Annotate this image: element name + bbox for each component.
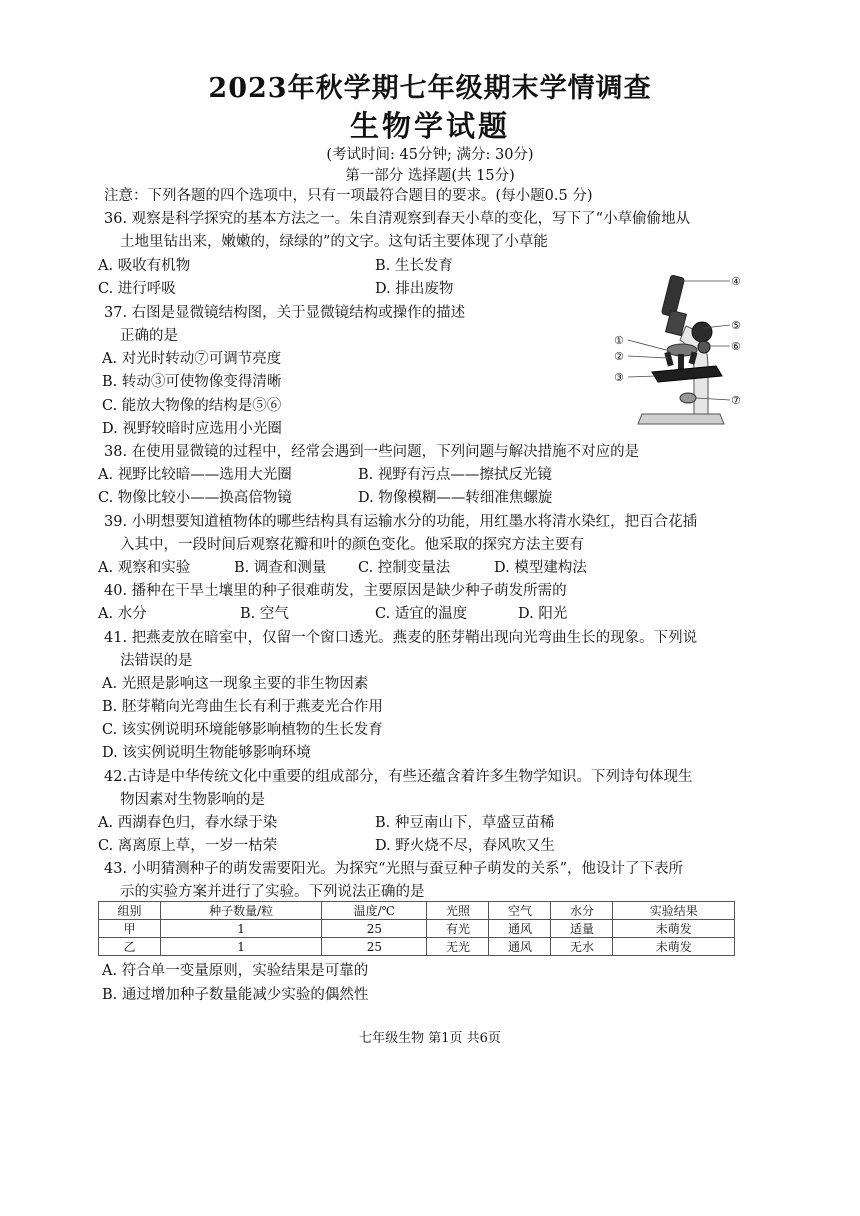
table-cell: 未萌发	[613, 938, 735, 956]
q39-option-b: B. 调查和测量	[234, 560, 327, 576]
table-cell: 无水	[551, 938, 613, 956]
q42-option-b: B. 种豆南山下，草盛豆苗稀	[375, 815, 555, 831]
table-cell: 25	[322, 938, 427, 956]
q40-option-b: B. 空气	[240, 606, 289, 622]
q41-option-b: B. 胚芽鞘向光弯曲生长有利于燕麦光合作用	[102, 699, 383, 715]
q37-option-c: C. 能放大物像的结构是⑤⑥	[102, 398, 282, 414]
microscope-diagram	[612, 268, 747, 428]
q38-stem: 38. 在使用显微镜的过程中，经常会遇到一些问题，下列问题与解决措施不对应的是	[104, 444, 640, 460]
microscope-label-6: ⑥	[731, 340, 741, 353]
q37-stem-line1: 37. 右图是显微镜结构图，关于显微镜结构或操作的描述	[104, 305, 466, 321]
q36-stem-line2: 土地里钻出来，嫩嫩的，绿绿的”的文字。这句话主要体现了小草能	[120, 234, 548, 250]
q43-option-b: B. 通过增加种子数量能减少实验的偶然性	[102, 987, 369, 1003]
q37-stem-line2: 正确的是	[120, 328, 178, 344]
q36-option-c: C. 进行呼吸	[98, 281, 176, 297]
q39-stem-line2: 入其中，一段时间后观察花瓣和叶的颜色变化。他采取的探究方法主要有	[120, 537, 584, 553]
q43-option-a: A. 符合单一变量原则，实验结果是可靠的	[102, 963, 369, 979]
table-header-cell: 空气	[489, 902, 551, 920]
q40-option-c: C. 适宜的温度	[375, 606, 468, 622]
q40-stem: 40. 播种在干旱土壤里的种子很难萌发，主要原因是缺少种子萌发所需的	[104, 583, 567, 599]
q41-stem-line1: 41. 把燕麦放在暗室中，仅留一个窗口透光。燕麦的胚芽鞘出现向光弯曲生长的现象。下列说	[104, 630, 698, 646]
page-footer: 七年级生物 第1页 共6页	[359, 1031, 501, 1046]
microscope-label-2: ②	[614, 350, 624, 363]
q37-option-d: D. 视野较暗时应选用小光圈	[102, 421, 282, 437]
table-header-cell: 水分	[551, 902, 613, 920]
table-cell: 无光	[427, 938, 489, 956]
q37-option-b: B. 转动③可使物像变得清晰	[102, 374, 282, 390]
table-cell: 通风	[489, 938, 551, 956]
table-cell: 有光	[427, 920, 489, 938]
experiment-table	[98, 901, 735, 956]
q39-option-c: C. 控制变量法	[358, 560, 451, 576]
table-header-cell: 种子数量/粒	[161, 902, 322, 920]
exam-subtitle: 生物学试题	[349, 109, 510, 143]
table-cell: 乙	[99, 938, 161, 956]
exam-info: (考试时间: 45分钟; 满分: 30分)	[326, 147, 534, 163]
table-cell: 25	[322, 920, 427, 938]
table-header-cell: 组别	[99, 902, 161, 920]
q38-option-d: D. 物像模糊——转细准焦螺旋	[358, 490, 553, 506]
q41-stem-line2: 法错误的是	[120, 653, 193, 669]
microscope-label-4: ④	[731, 275, 741, 288]
table-header-row	[99, 902, 735, 920]
q42-option-d: D. 野火烧不尽，春风吹又生	[375, 838, 555, 854]
table-header-cell: 温度/℃	[322, 902, 427, 920]
microscope-label-5: ⑤	[731, 319, 741, 332]
q37-option-a: A. 对光时转动⑦可调节亮度	[102, 351, 282, 367]
section-heading: 第一部分 选择题(共 15分)	[345, 168, 515, 184]
q42-option-a: A. 西湖春色归，春水绿于染	[98, 815, 278, 831]
table-cell: 甲	[99, 920, 161, 938]
table-header-cell: 实验结果	[613, 902, 735, 920]
q42-stem-line1: 42.古诗是中华传统文化中重要的组成部分，有些还蕴含着许多生物学知识。下列诗句体现生	[104, 769, 693, 785]
table-cell: 未萌发	[613, 920, 735, 938]
q42-stem-line2: 物因素对生物影响的是	[120, 792, 265, 808]
q36-option-d: D. 排出废物	[375, 281, 454, 297]
q40-option-a: A. 水分	[98, 606, 147, 622]
table-cell: 1	[161, 920, 322, 938]
table-cell: 1	[161, 938, 322, 956]
table-header-cell: 光照	[427, 902, 489, 920]
q39-option-a: A. 观察和实验	[98, 560, 191, 576]
q39-stem-line1: 39. 小明想要知道植物体的哪些结构具有运输水分的功能，用红墨水将清水染红，把百合花插	[104, 514, 698, 530]
q36-option-b: B. 生长发育	[375, 258, 453, 274]
exam-note: 注意：下列各题的四个选项中，只有一项最符合题目的要求。(每小题0.5 分)	[104, 188, 593, 204]
q38-option-c: C. 物像比较小——换高倍物镜	[98, 490, 292, 506]
q41-option-a: A. 光照是影响这一现象主要的非生物因素	[102, 676, 369, 692]
microscope-label-3: ③	[614, 371, 624, 384]
q43-stem-line2: 示的实验方案并进行了实验。下列说法正确的是	[120, 884, 425, 900]
q38-option-b: B. 视野有污点——擦拭反光镜	[358, 467, 552, 483]
q42-option-c: C. 离离原上草，一岁一枯荣	[98, 838, 278, 854]
q40-option-d: D. 阳光	[518, 606, 568, 622]
q43-stem-line1: 43. 小明猜测种子的萌发需要阳光。为探究“光照与蚕豆种子萌发的关系”，他设计了下表所	[104, 861, 683, 877]
q41-option-d: D. 该实例说明生物能够影响环境	[102, 745, 311, 761]
q36-stem-line1: 36. 观察是科学探究的基本方法之一。朱自清观察到春天小草的变化，写下了“小草偷偷地从	[104, 211, 691, 227]
table-cell: 通风	[489, 920, 551, 938]
table-row	[99, 920, 735, 938]
microscope-drawing	[638, 275, 724, 424]
q39-option-d: D. 模型建构法	[494, 560, 587, 576]
table-row	[99, 938, 735, 956]
microscope-label-1: ①	[614, 334, 624, 347]
table-cell: 适量	[551, 920, 613, 938]
q38-option-a: A. 视野比较暗——选用大光圈	[98, 467, 292, 483]
q41-option-c: C. 该实例说明环境能够影响植物的生长发育	[102, 722, 383, 738]
exam-title: 2023年秋学期七年级期末学情调查	[208, 73, 652, 104]
microscope-label-7: ⑦	[731, 394, 741, 407]
q36-option-a: A. 吸收有机物	[98, 258, 191, 274]
